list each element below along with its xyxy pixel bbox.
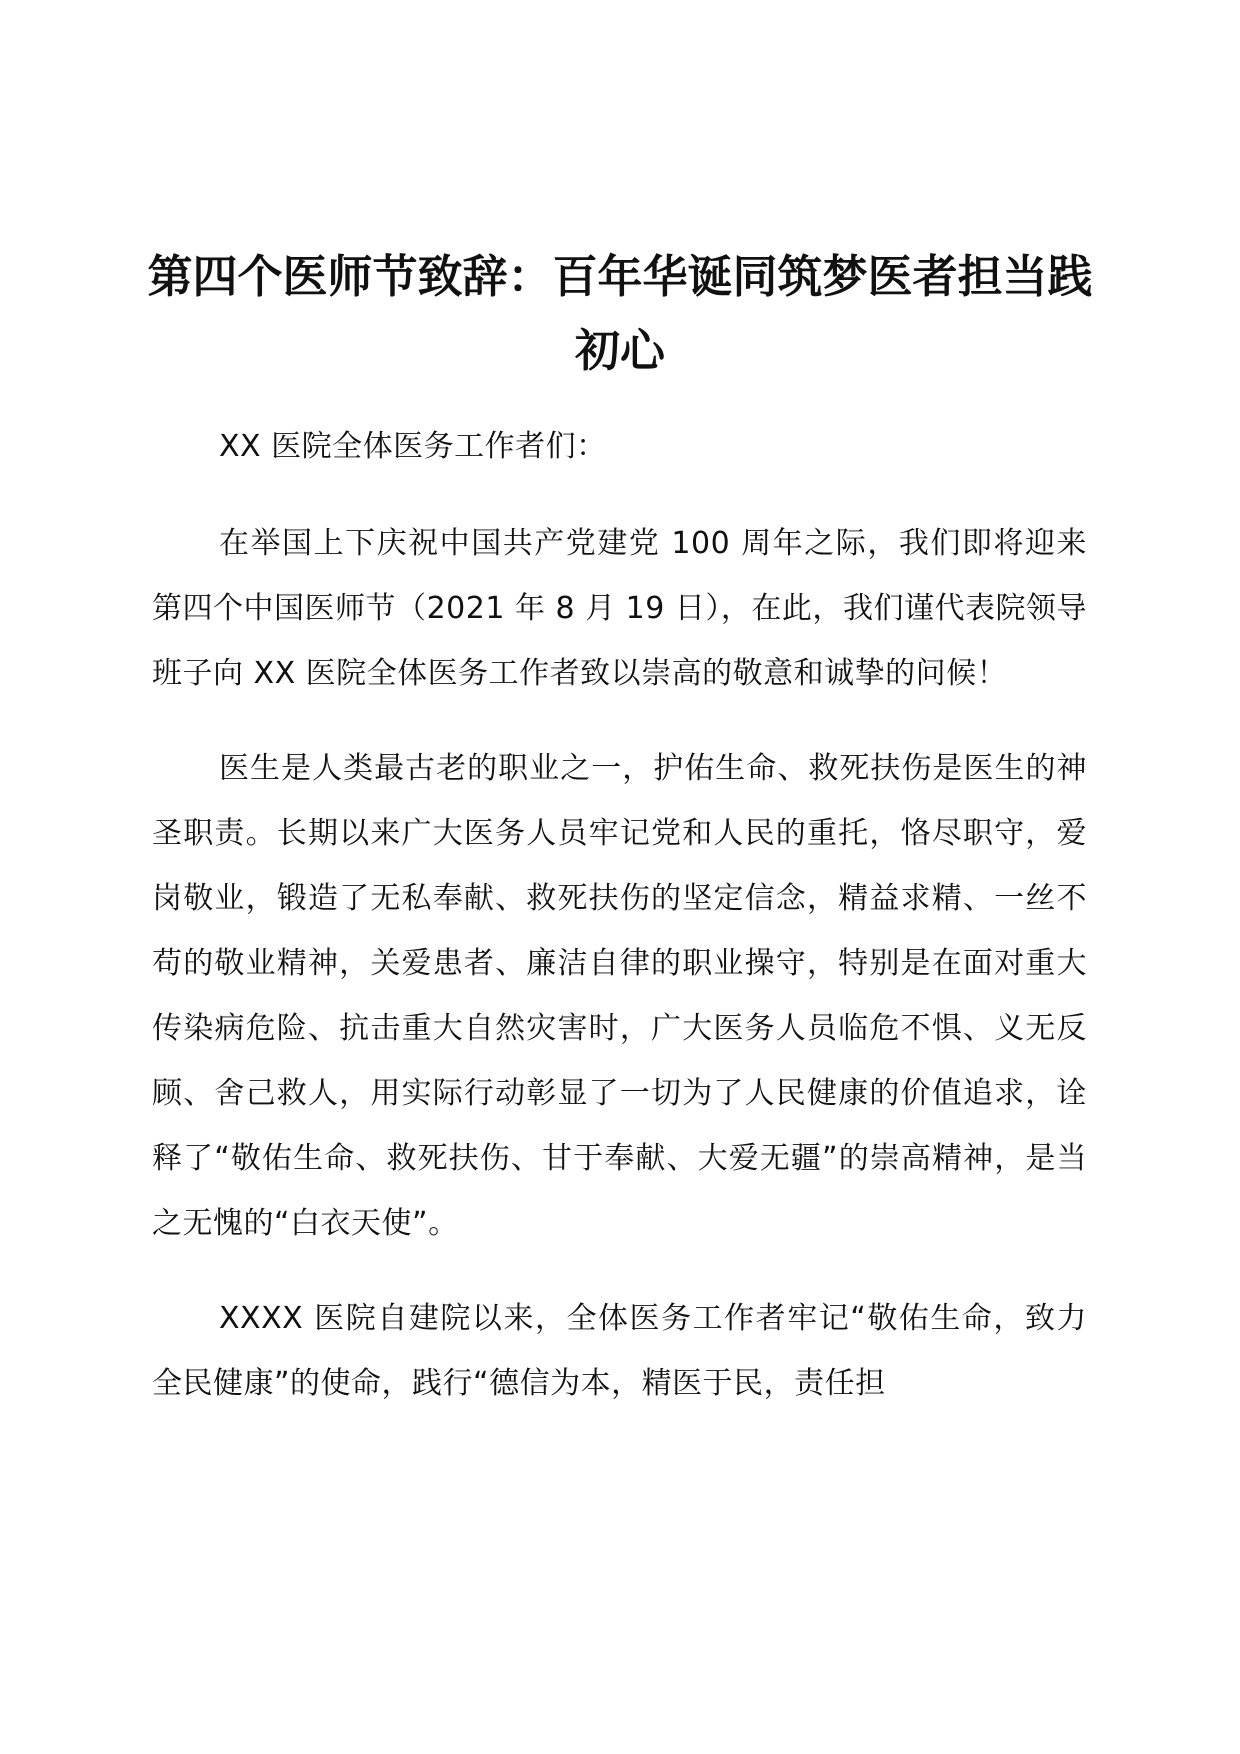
document-body: [152, 414, 1087, 1446]
salutation: XX 医院全体医务工作者们：: [219, 429, 607, 464]
paragraph-3: XXXX 医院自建院以来，全体医务工作者牢记“敬佑生命，致力全民健康”的使命，践行“德信为本，精医于民，责任担: [152, 1301, 1087, 1401]
paragraph-1: 在举国上下庆祝中国共产党建党 100 周年之际，我们即将迎来第四个中国医师节（2021 年 8 月 19 日），在此，我们谨代表院领导班子向 XX 医院全体医务工作者致以崇高的敬意和诚挚的问候！: [152, 526, 1087, 691]
paragraph-2: 医生是人类最古老的职业之一，护佑生命、救死扶伤是医生的神圣职责。长期以来广大医务人员牢记党和人民的重托，恪尽职守，爱岗敬业，锻造了无私奉献、救死扶伤的坚定信念，精益求精、一丝不苟的敬业精神，关爱患者、廉洁自律的职业操守，特别是在面对重大传染病危险、抗击重大自然灾害时，广大医务人员临危不惧、义无反顾、舍己救人，用实际行动彰显了一切为了人民健康的价值追求，诠释了“敬佑生命、救死扶伤、甘于奉献、大爱无疆”的崇高精神，是当之无愧的“白衣天使”。: [152, 751, 1087, 1241]
document-title: 第四个医师节致辞：百年华诞同筑梦医者担当践初心: [147, 250, 1093, 377]
